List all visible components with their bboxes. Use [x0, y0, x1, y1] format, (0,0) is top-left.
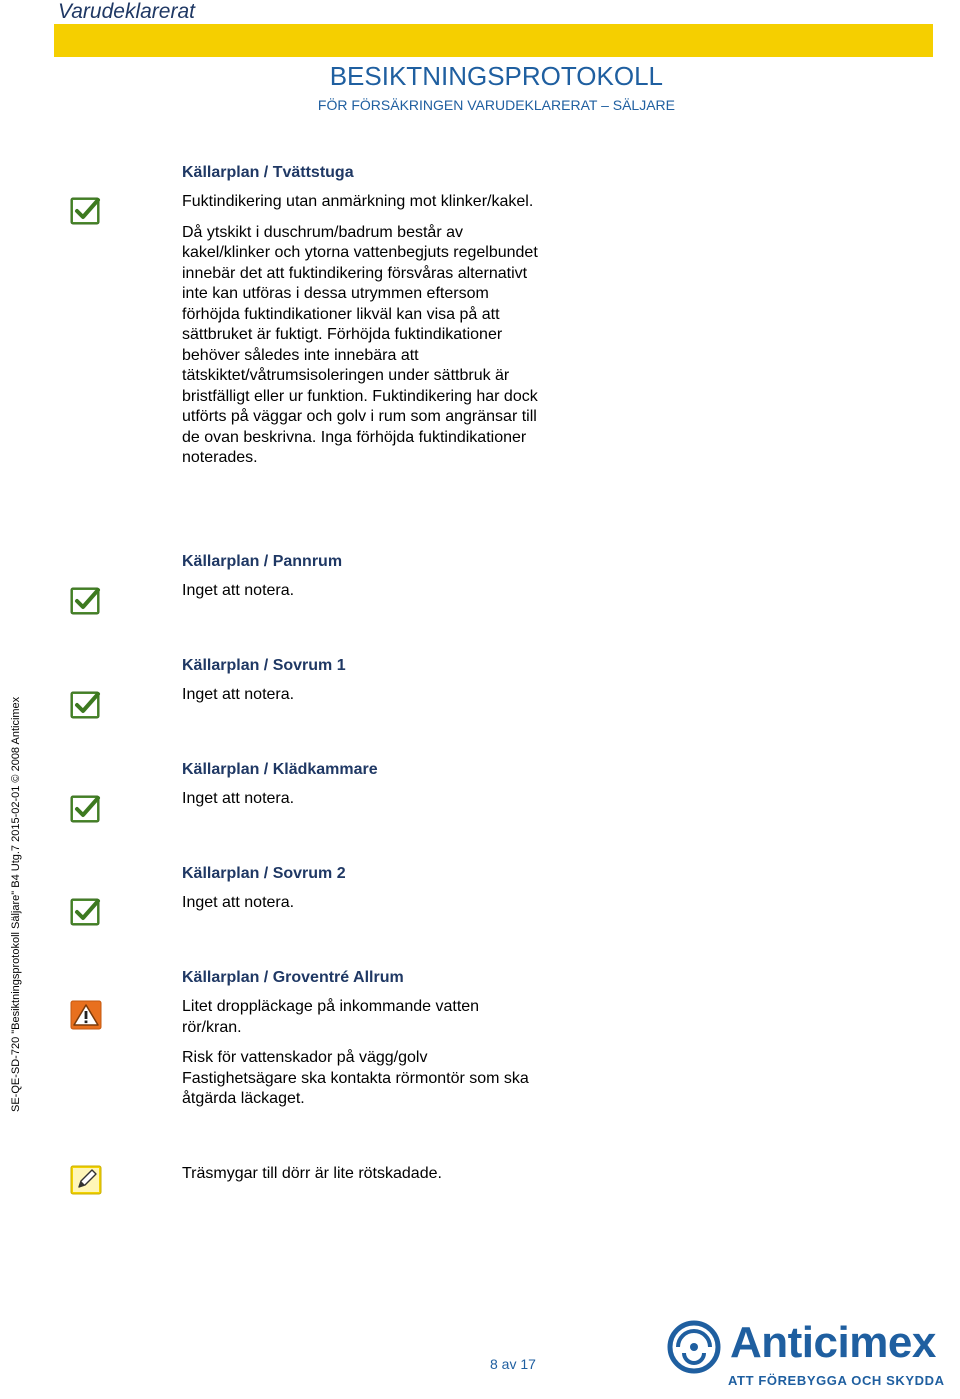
page-subtitle: FÖR FÖRSÄKRINGEN VARUDEKLARERAT – SÄLJARE	[317, 97, 675, 113]
section-heading: Källarplan / Klädkammare	[182, 761, 378, 778]
section-heading: Källarplan / Groventré Allrum	[182, 969, 404, 986]
section-sovrum-1	[182, 657, 542, 706]
section-text: Inget att notera.	[182, 686, 295, 703]
section-text: Risk för vattenskador på vägg/golv Fastighetsägare ska kontakta rörmontör som ska åtgärda läckaget.	[182, 1049, 529, 1107]
document-reference: SE-QE-SD-720 "Besiktningsprotokoll Säljare" B4 Utg.7 2015-02-01 © 2008 Anticimex	[10, 696, 22, 1112]
section-kladkammare	[182, 761, 542, 810]
section-text: Då ytskikt i duschrum/badrum består av kakel/klinker och ytorna vattenbegjuts regelbundet innebär det att fuktindikering försvåras alternativt inte kan utföras i dessa utrymmen eftersom förhöjda fuktindikationer likväl kan visa på att sättbruket är fuktigt. Förhöjda fuktindikationer behöver således inte innebära att tätskiktet/våtrumsisoleringen under sättbruk är bristfälligt eller ur funktion. Fuktindikering har dock utförts på väggar och golv i rum som angränsar till de ovan beskrivna. Inga förhöjda fuktindikationer noterades.	[182, 223, 538, 466]
yellow-header-bar	[54, 24, 933, 57]
pencil-icon	[70, 1165, 102, 1195]
page-number: 8 av 17	[490, 1356, 536, 1372]
checkmark-icon	[70, 586, 102, 616]
section-text: Inget att notera.	[182, 790, 295, 807]
section-heading: Källarplan / Sovrum 1	[182, 657, 346, 674]
section-text: Inget att notera.	[182, 582, 295, 599]
section-text: Fuktindikering utan anmärkning mot klinker/kakel.	[182, 193, 534, 210]
section-text: Inget att notera.	[182, 894, 295, 911]
section-sovrum-2	[182, 865, 542, 914]
warning-icon	[70, 1000, 102, 1030]
anticimex-logo-icon	[666, 1320, 722, 1374]
checkmark-icon	[70, 690, 102, 720]
page-title: BESIKTNINGSPROTOKOLL	[329, 61, 663, 91]
section-note	[182, 1164, 542, 1185]
section-groventre-allrum	[182, 969, 542, 1110]
anticimex-logo	[666, 1318, 948, 1390]
checkmark-icon	[70, 897, 102, 927]
section-text: Träsmygar till dörr är lite rötskadade.	[182, 1165, 442, 1182]
section-heading: Källarplan / Sovrum 2	[182, 865, 346, 882]
section-tvattstuga	[182, 164, 542, 469]
section-text: Litet droppläckage på inkommande vatten rör/kran.	[182, 998, 480, 1036]
checkmark-icon	[70, 794, 102, 824]
doc-label: Varudeklarerat	[58, 0, 195, 23]
logo-name: Anticimex	[730, 1318, 936, 1367]
section-pannrum	[182, 553, 542, 602]
checkmark-icon	[70, 196, 102, 226]
section-heading: Källarplan / Tvättstuga	[182, 164, 354, 181]
section-heading: Källarplan / Pannrum	[182, 553, 343, 570]
logo-tagline: ATT FÖREBYGGA OCH SKYDDA	[728, 1373, 945, 1388]
